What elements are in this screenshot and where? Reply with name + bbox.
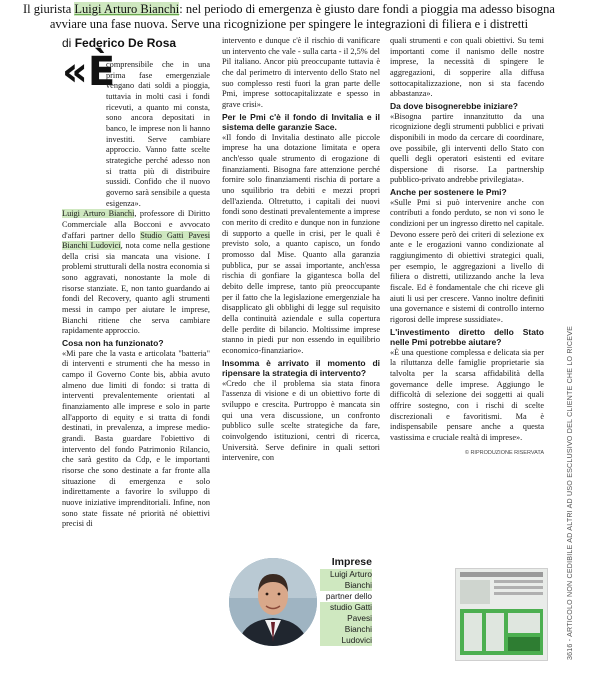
col3-paragraph-3: «Sulle Pmi si può intervenire anche con contributi a fondo perduto, se non vi sono le condizioni per un ingresso diretto nel capitale. Devono essere però dei criteri di selezione ex ante e le erogazioni vanno condizionate al raggiungimento di obiettivi strategici quali, per esempio, le aggregazioni a livello di filiera o distretti, utilizzando anche la leva fiscale. Ed è fondamentale che chi riceve gli aiuti li usi per crescere. Vanno inoltre definiti una governance e sistemi di controllo interno rigorosi delle imprese sussidiate». xyxy=(390,197,544,324)
article-column-1 xyxy=(62,49,211,530)
byline xyxy=(62,36,176,50)
article-column-3 xyxy=(390,36,544,458)
question-heading-6: L'investimento diretto dello Stato nelle Pmi potrebbe aiutare? xyxy=(390,326,544,348)
col3-paragraph-2: «Bisogna partire innanzitutto da una ricognizione degli strumenti pubblici e privati disponibili in modo da cercare di coordinare, ove possibile, gli interventi dello Stato con quelli degli operatori esistenti ed evitare dispersione di risorse. La partnership pubblico-privato andrebbe privilegiata». xyxy=(390,111,544,185)
question-heading-4: Da dove bisognerebbe iniziare? xyxy=(390,100,519,111)
portrait-illustration xyxy=(229,558,317,646)
col1-paragraph-2: «Mi pare che la vasta e articolata "batteria" di interventi e strumenti che ha messo in campo il Governo Conte bis, abbia avuto almeno due limiti di fondo: si tratta di interventi prevalentemente orientati al finanziamento alle imprese e solo in parte all'apporto di equity e si tratta di fondi destinati, in prevalenza, a imprese medio-grandi. Basta guardare l'obiettivo di intervento del fondo Patrimonio Rilancio, che sarà gestito da Cdp, e le importanti risorse che sono destinate a far fronte alla situazione di emergenza e solo indirettamente a favorire lo sviluppo di nuove iniziative imprenditoriali. Infine, non sono state fissate né priorità né obiettivi precisi di xyxy=(62,348,210,529)
col1-p1c: , nota come nella gestione della crisi sia mancata una visione. I problemi strutturali della nostra economia si sono aggravati, nonostante la mole di risorse stanziate. E, non tanto guardando ai fondi del Recovery, quanto agli strumenti messi in campo per aiutare le imprese, Bianchi ritiene che serva cambiare rapidamente approccio. xyxy=(62,241,210,336)
lead-text: comprensibile che in una prima fase emergenziale vengano dati soldi a pioggia, tuttavia in molti casi i fondi ricevuti, a quanto mi consta, sono ancora depositati in banco, le imprese non li hanno investiti. Serve cambiare approccio. Vanno fatte scelte strategiche perché adesso non si tratta più di distribuire sussidi. Confido che il nuovo governo sarà sensibile a questa esigenza». xyxy=(106,60,210,208)
col2-paragraph-1: intervento e dunque c'è il rischio di vanificare un intervento che vale - sulla carta - il 2,5% del Pil italiano. Ancor più preoccupante tuttavia è che dal perimetro di intervento dello Stato nel suo complesso resti fuori la gran parte delle Pmi, imprese sottocapitalizzate e spesso in grave crisi». xyxy=(222,36,380,109)
question-heading-1: Cosa non ha funzionato? xyxy=(62,338,164,349)
byline-author: Federico De Rosa xyxy=(74,36,177,50)
caption-name: Luigi Arturo Bianchi xyxy=(320,569,372,591)
col1-paragraph-1 xyxy=(62,209,210,337)
byline-prefix: di xyxy=(62,36,75,50)
col2-paragraph-2: «Il fondo di Invitalia destinato alle piccole imprese ha una dotazione limitata e opera anch'esso quale strumento di erogazione di finanziamenti. Bisogna fare attenzione perché fornire solo finanziamenti rischia di portare a uno squilibrio tra debiti e mezzi propri dell'azienda. Oltretutto, i capitali dei nuovi fondi sono destinati prevalentemente a imprese con merito di credito e dunque non in funzione di supporto a quelle in crisi, per le quali è previsto solo, a quanto capisco, un fondo promosso dal Mise. Quanto alla garanzia pubblica, pur se assai importante, anch'essa rischia di gonfiare la gigantesca bolla del debito delle imprese, tanto più preoccupante per il fatto che la legislazione emergenziale ha disapplicato gli obblighi di legge sul requisito della continuità aziendale e sulla copertura delle perdite di bilancio. Moltissime imprese stanno in piedi pur non essendo in equilibrio economico-finanziario». xyxy=(222,132,380,355)
highlight-name: Luigi Arturo Bianchi xyxy=(62,209,135,219)
col2-paragraph-3: «Credo che il problema sia stata finora l'assenza di visione e di un obiettivo forte di sviluppo e crescita. Purtroppo è mancata sin qui una vera discussione, un confronto pubblico sulle scelte strategiche da fare, coinvolgendo istituzioni, centri di ricerca, Università. Serve definire in quali settori intervenire, con xyxy=(222,378,380,463)
caption-firm: studio Gatti Pavesi Bianchi Ludovici xyxy=(320,602,372,646)
portrait-photo xyxy=(229,558,317,646)
copyright-signature: © RIPRODUZIONE RISERVATA xyxy=(464,449,544,456)
page-thumbnail xyxy=(455,568,548,661)
article-column-2 xyxy=(222,36,380,464)
photo-caption xyxy=(320,556,372,646)
headline-post: : nel periodo di emergenza è giusto dare fondi a pioggia ma adesso bisogna avviare una fase nuova. Serve una ricognizione per spingere le integrazioni di filiera e i distretti xyxy=(49,2,555,31)
headline-pre: Il giurista xyxy=(23,2,75,16)
headline xyxy=(14,2,564,31)
side-disclaimer-text: 3616 - ARTICOLO NON CEDIBILE AD ALTRI AD USO ESCLUSIVO DEL CLIENTE CHE LO RICEVE xyxy=(566,325,574,660)
lead-paragraph xyxy=(62,49,210,209)
col3-paragraph-4: «È una questione complessa e delicata sia per la riluttanza delle famiglie proprietarie sia talvolta per la scarsa affidabilità della governance delle imprese. Aggiungo le difficoltà di selezione dei soggetti ai quali offrire sostegno, con i rischi di scelte discrezionali e favoritismi. Ma è indispensabile pensare anche a questa vastissima e cruciale realtà di imprese». xyxy=(390,347,544,443)
question-heading-5: Anche per sostenere le Pmi? xyxy=(390,187,507,198)
highlight-firm: Studio Gatti Pavesi Bianchi Ludovici xyxy=(62,230,210,251)
col1-p1b: , professore di Diritto Commerciale alla Bocconi e avvocato d'affari partner dello xyxy=(62,209,211,240)
caption-title: Imprese xyxy=(331,556,372,568)
question-heading-2: Per le Pmi c'è il fondo di Invitalia e il sistema delle garanzie Sace. xyxy=(222,111,380,133)
col3-paragraph-1: quali strumenti e con quali obiettivi. Su temi importanti come il nanismo delle nostre imprese, la necessità di spingere le aggregazioni, di sopperire alla diffusa sottocapitalizzazione, non si sta facendo abbastanza». xyxy=(390,36,544,99)
question-heading-3: Insomma è arrivato il momento di ripensare la strategia di intervento? xyxy=(222,357,380,379)
thumbnail-illustration xyxy=(456,569,547,660)
caption-role: partner dello xyxy=(325,591,372,601)
headline-name-highlight: Luigi Arturo Bianchi xyxy=(74,2,180,16)
dropcap: «È xyxy=(62,49,116,95)
